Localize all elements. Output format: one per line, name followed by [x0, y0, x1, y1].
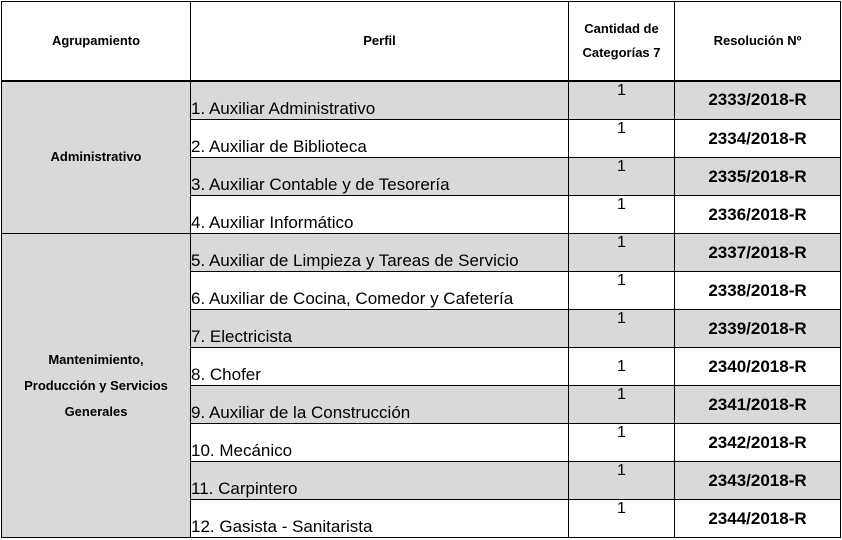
profile-cell: 10. Mecánico	[191, 424, 569, 462]
profile-cell: 5. Auxiliar de Limpieza y Tareas de Servicio	[191, 234, 569, 272]
quantity-cell: 1	[569, 500, 675, 538]
resolution-cell: 2339/2018-R	[675, 310, 841, 348]
group-mantenimiento: Mantenimiento, Producción y Servicios Generales	[2, 234, 191, 538]
header-quantity: Cantidad de Categorías 7	[569, 2, 675, 81]
resolution-cell: 2340/2018-R	[675, 348, 841, 386]
resolution-cell: 2344/2018-R	[675, 500, 841, 538]
quantity-cell: 1	[569, 386, 675, 424]
resolution-cell: 2342/2018-R	[675, 424, 841, 462]
profile-cell: 4. Auxiliar Informático	[191, 196, 569, 234]
profiles-table	[1, 1, 841, 538]
profile-cell: 7. Electricista	[191, 310, 569, 348]
table-row	[2, 234, 841, 272]
group-administrativo: Administrativo	[2, 81, 191, 234]
header-resolution: Resolución Nº	[675, 2, 841, 81]
profile-cell: 12. Gasista - Sanitarista	[191, 500, 569, 538]
profile-cell: 1. Auxiliar Administrativo	[191, 81, 569, 120]
resolution-cell: 2334/2018-R	[675, 120, 841, 158]
header-group: Agrupamiento	[2, 2, 191, 81]
profile-cell: 2. Auxiliar de Biblioteca	[191, 120, 569, 158]
resolution-cell: 2343/2018-R	[675, 462, 841, 500]
profile-cell: 8. Chofer	[191, 348, 569, 386]
quantity-cell: 1	[569, 272, 675, 310]
quantity-cell: 1	[569, 424, 675, 462]
quantity-cell: 1	[569, 81, 675, 120]
resolution-cell: 2337/2018-R	[675, 234, 841, 272]
quantity-cell: 1	[569, 234, 675, 272]
profile-cell: 9. Auxiliar de la Construcción	[191, 386, 569, 424]
header-row	[2, 2, 841, 81]
table-row	[2, 81, 841, 120]
quantity-cell: 1	[569, 310, 675, 348]
header-profile: Perfil	[191, 2, 569, 81]
profile-cell: 3. Auxiliar Contable y de Tesorería	[191, 158, 569, 196]
resolution-cell: 2336/2018-R	[675, 196, 841, 234]
resolution-cell: 2338/2018-R	[675, 272, 841, 310]
quantity-cell: 1	[569, 348, 675, 386]
quantity-cell: 1	[569, 462, 675, 500]
quantity-cell: 1	[569, 158, 675, 196]
quantity-cell: 1	[569, 196, 675, 234]
profile-cell: 6. Auxiliar de Cocina, Comedor y Cafetería	[191, 272, 569, 310]
resolution-cell: 2333/2018-R	[675, 81, 841, 120]
profile-cell: 11. Carpintero	[191, 462, 569, 500]
resolution-cell: 2341/2018-R	[675, 386, 841, 424]
quantity-cell: 1	[569, 120, 675, 158]
resolution-cell: 2335/2018-R	[675, 158, 841, 196]
